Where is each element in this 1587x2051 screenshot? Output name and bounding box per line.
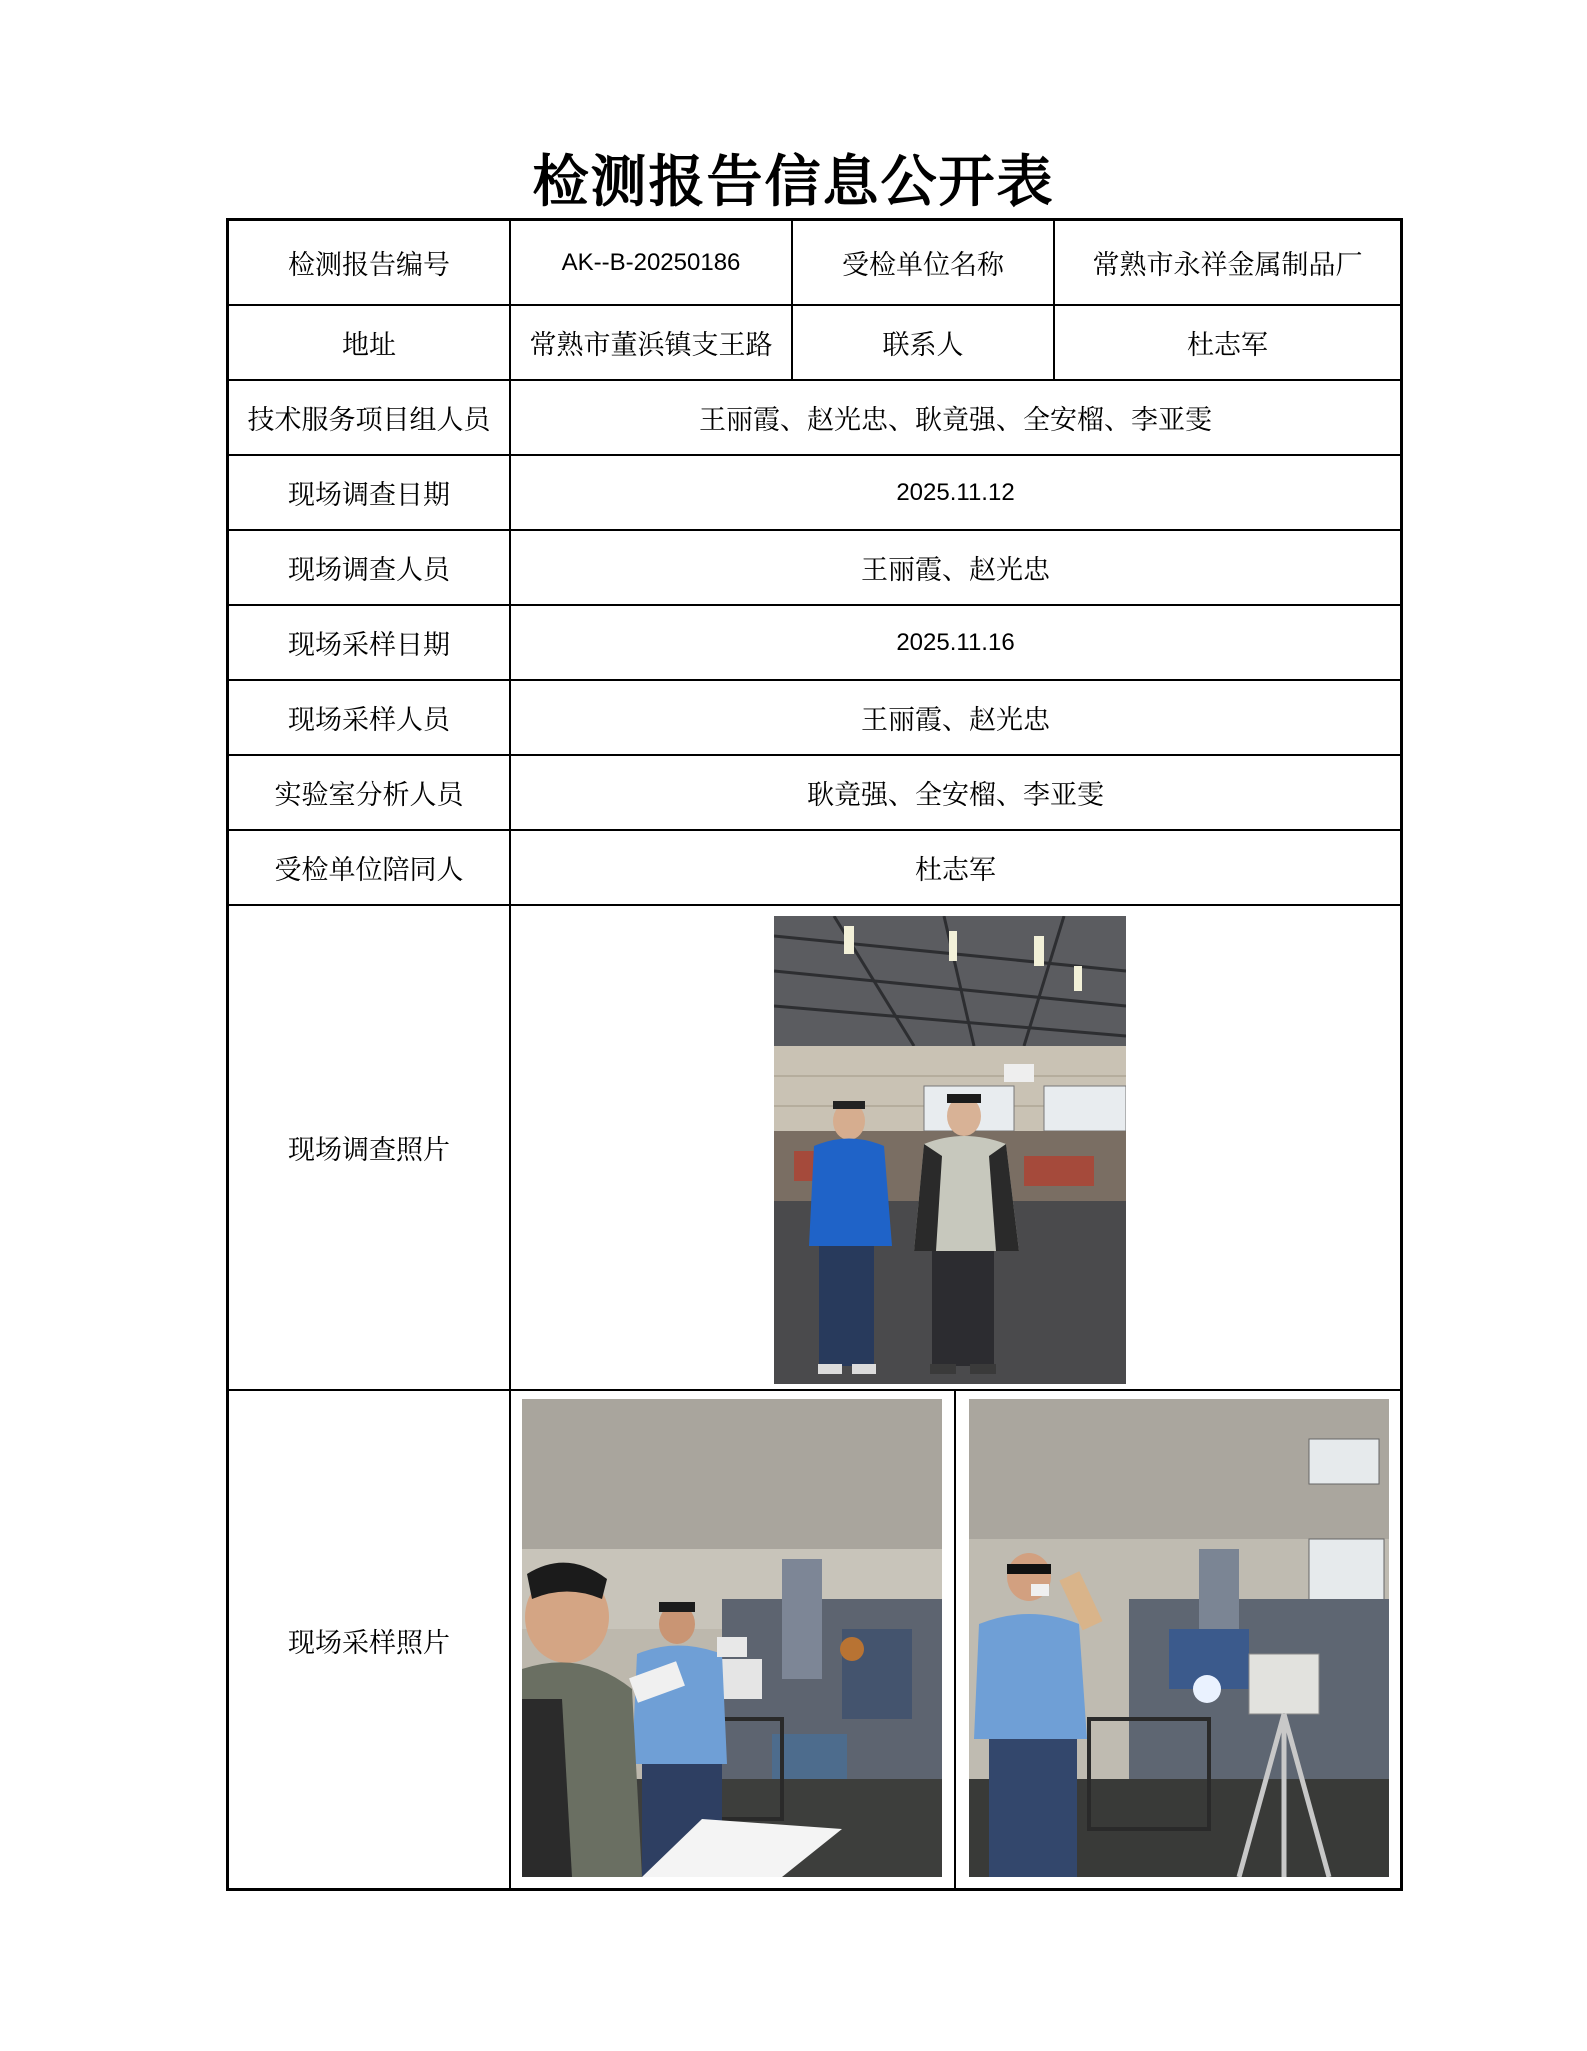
- info-table: [226, 218, 1403, 1891]
- survey-date-value: 2025.11.12: [896, 478, 1015, 506]
- address-label: 地址: [342, 330, 396, 361]
- report-no-label: 检测报告编号: [288, 250, 450, 281]
- survey-staff-label: 现场调查人员: [288, 555, 450, 586]
- escort-value: 杜志军: [915, 855, 996, 886]
- lab-staff-value: 耿竟强、全安榴、李亚雯: [807, 780, 1104, 811]
- unit-name-label: 受检单位名称: [842, 250, 1004, 281]
- survey-photo: [774, 916, 1126, 1384]
- survey-photo-label: 现场调查照片: [288, 1135, 450, 1166]
- sampling-photo-label: 现场采样照片: [288, 1627, 450, 1659]
- survey-date-label: 现场调查日期: [288, 480, 450, 511]
- sampling-staff-value: 王丽霞、赵光忠: [861, 705, 1050, 736]
- sampling-photo-right: [969, 1399, 1389, 1877]
- report-no-value: AK--B-20250186: [561, 248, 741, 276]
- survey-staff-value: 王丽霞、赵光忠: [861, 555, 1050, 586]
- lab-staff-label: 实验室分析人员: [274, 780, 464, 811]
- escort-label: 受检单位陪同人: [274, 855, 464, 886]
- sampling-staff-label: 现场采样人员: [288, 705, 450, 736]
- sampling-date-value: 2025.11.16: [896, 628, 1015, 656]
- contact-value: 杜志军: [1187, 330, 1268, 361]
- sampling-date-label: 现场采样日期: [288, 630, 450, 661]
- page-title: 检测报告信息公开表: [532, 149, 1055, 215]
- team-label: 技术服务项目组人员: [247, 405, 491, 436]
- unit-name-value: 常熟市永祥金属制品厂: [1092, 250, 1363, 281]
- sampling-photo-left: [522, 1399, 942, 1877]
- contact-label: 联系人: [882, 330, 964, 361]
- team-value: 王丽霞、赵光忠、耿竟强、全安榴、李亚雯: [699, 405, 1212, 436]
- address-value: 常熟市董浜镇支王路: [529, 330, 773, 361]
